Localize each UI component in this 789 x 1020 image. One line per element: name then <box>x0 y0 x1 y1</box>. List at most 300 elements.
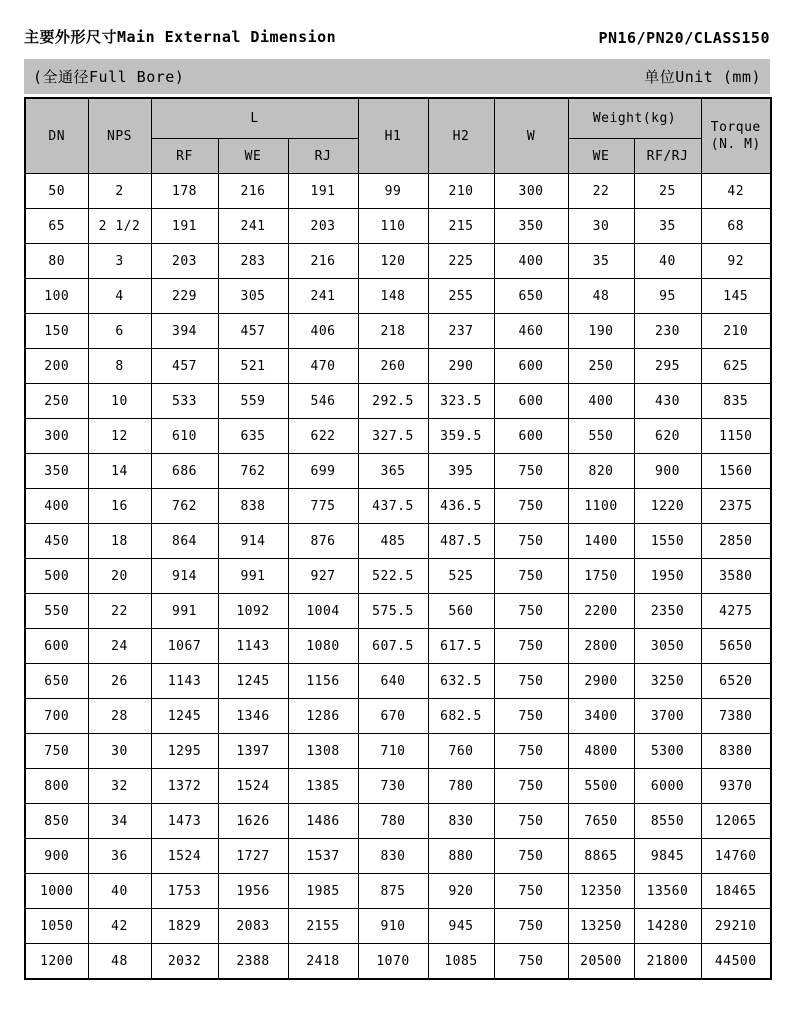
table-cell: 30 <box>568 209 634 244</box>
table-cell: 575.5 <box>358 594 428 629</box>
table-cell: 1150 <box>701 419 771 454</box>
bore-type-label: (全通径Full Bore) <box>33 68 185 86</box>
subtitle-bar <box>24 59 770 94</box>
table-cell: 1286 <box>288 699 358 734</box>
table-cell: 327.5 <box>358 419 428 454</box>
col-header-torque <box>701 98 771 174</box>
table-cell: 750 <box>494 804 568 839</box>
table-row <box>25 489 771 524</box>
table-cell: 635 <box>218 419 288 454</box>
table-cell: 3580 <box>701 559 771 594</box>
table-cell: 32 <box>88 769 151 804</box>
table-cell: 1085 <box>428 944 494 980</box>
table-cell: 1524 <box>218 769 288 804</box>
table-cell: 460 <box>494 314 568 349</box>
table-cell: 622 <box>288 419 358 454</box>
table-cell: 436.5 <box>428 489 494 524</box>
table-cell: 2200 <box>568 594 634 629</box>
page-title: 主要外形尺寸Main External Dimension <box>24 28 337 46</box>
table-cell: 1727 <box>218 839 288 874</box>
table-cell: 830 <box>358 839 428 874</box>
table-cell: 394 <box>151 314 218 349</box>
table-cell: 30 <box>88 734 151 769</box>
table-cell: 99 <box>358 174 428 209</box>
col-header-nps: NPS <box>88 98 151 174</box>
table-cell: 457 <box>218 314 288 349</box>
table-cell: 35 <box>634 209 701 244</box>
table-cell: 1070 <box>358 944 428 980</box>
table-cell: 13250 <box>568 909 634 944</box>
table-cell: 625 <box>701 349 771 384</box>
table-cell: 50 <box>25 174 88 209</box>
col-header-l-we: WE <box>218 139 288 174</box>
table-cell: 546 <box>288 384 358 419</box>
table-cell: 1092 <box>218 594 288 629</box>
col-header-h2: H2 <box>428 98 494 174</box>
table-row <box>25 559 771 594</box>
pressure-class-label: PN16/PN20/CLASS150 <box>598 29 770 47</box>
table-cell: 1143 <box>218 629 288 664</box>
table-cell: 2800 <box>568 629 634 664</box>
table-cell: 1626 <box>218 804 288 839</box>
table-cell: 1473 <box>151 804 218 839</box>
table-cell: 670 <box>358 699 428 734</box>
table-cell: 522.5 <box>358 559 428 594</box>
table-cell: 533 <box>151 384 218 419</box>
table-cell: 25 <box>634 174 701 209</box>
table-body <box>25 174 771 980</box>
table-cell: 838 <box>218 489 288 524</box>
table-cell: 92 <box>701 244 771 279</box>
table-row <box>25 594 771 629</box>
table-cell: 9370 <box>701 769 771 804</box>
table-cell: 8865 <box>568 839 634 874</box>
table-row <box>25 769 771 804</box>
col-header-dn: DN <box>25 98 88 174</box>
table-cell: 13560 <box>634 874 701 909</box>
table-cell: 2900 <box>568 664 634 699</box>
table-cell: 21800 <box>634 944 701 980</box>
table-cell: 850 <box>25 804 88 839</box>
table-cell: 991 <box>151 594 218 629</box>
table-cell: 80 <box>25 244 88 279</box>
table-cell: 300 <box>494 174 568 209</box>
table-cell: 5650 <box>701 629 771 664</box>
table-cell: 24 <box>88 629 151 664</box>
table-row <box>25 874 771 909</box>
table-cell: 650 <box>25 664 88 699</box>
table-cell: 230 <box>634 314 701 349</box>
table-row <box>25 174 771 209</box>
col-header-l-rj: RJ <box>288 139 358 174</box>
table-cell: 550 <box>568 419 634 454</box>
table-cell: 2155 <box>288 909 358 944</box>
table-cell: 760 <box>428 734 494 769</box>
table-cell: 241 <box>218 209 288 244</box>
table-cell: 359.5 <box>428 419 494 454</box>
table-cell: 1400 <box>568 524 634 559</box>
table-cell: 682.5 <box>428 699 494 734</box>
table-cell: 650 <box>494 279 568 314</box>
table-cell: 36 <box>88 839 151 874</box>
table-cell: 525 <box>428 559 494 594</box>
table-cell: 640 <box>358 664 428 699</box>
torque-label-line2: (N. M) <box>710 137 761 152</box>
table-cell: 2083 <box>218 909 288 944</box>
table-cell: 750 <box>494 559 568 594</box>
table-cell: 730 <box>358 769 428 804</box>
table-cell: 295 <box>634 349 701 384</box>
table-cell: 29210 <box>701 909 771 944</box>
table-cell: 34 <box>88 804 151 839</box>
table-cell: 250 <box>568 349 634 384</box>
table-cell: 4 <box>88 279 151 314</box>
table-cell: 14 <box>88 454 151 489</box>
table-cell: 6520 <box>701 664 771 699</box>
table-cell: 10 <box>88 384 151 419</box>
col-header-w: W <box>494 98 568 174</box>
table-row <box>25 699 771 734</box>
table-cell: 1524 <box>151 839 218 874</box>
table-cell: 1486 <box>288 804 358 839</box>
table-cell: 920 <box>428 874 494 909</box>
table-row <box>25 279 771 314</box>
table-cell: 100 <box>25 279 88 314</box>
table-cell: 1372 <box>151 769 218 804</box>
table-cell: 8550 <box>634 804 701 839</box>
table-cell: 470 <box>288 349 358 384</box>
table-cell: 1295 <box>151 734 218 769</box>
table-cell: 8380 <box>701 734 771 769</box>
col-header-l-rf: RF <box>151 139 218 174</box>
table-cell: 1750 <box>568 559 634 594</box>
table-cell: 150 <box>25 314 88 349</box>
table-cell: 18465 <box>701 874 771 909</box>
table-row <box>25 209 771 244</box>
table-cell: 550 <box>25 594 88 629</box>
torque-label-line1: Torque <box>710 120 761 135</box>
table-cell: 8 <box>88 349 151 384</box>
table-cell: 3400 <box>568 699 634 734</box>
table-cell: 800 <box>25 769 88 804</box>
table-cell: 12 <box>88 419 151 454</box>
table-cell: 305 <box>218 279 288 314</box>
table-cell: 237 <box>428 314 494 349</box>
table-cell: 68 <box>701 209 771 244</box>
table-cell: 750 <box>494 909 568 944</box>
table-cell: 7380 <box>701 699 771 734</box>
table-cell: 12065 <box>701 804 771 839</box>
table-cell: 500 <box>25 559 88 594</box>
table-row <box>25 244 771 279</box>
col-header-h1: H1 <box>358 98 428 174</box>
table-cell: 350 <box>25 454 88 489</box>
table-cell: 450 <box>25 524 88 559</box>
table-cell: 40 <box>634 244 701 279</box>
table-row <box>25 349 771 384</box>
table-cell: 1956 <box>218 874 288 909</box>
table-cell: 1537 <box>288 839 358 874</box>
table-row <box>25 839 771 874</box>
table-cell: 1346 <box>218 699 288 734</box>
table-cell: 4275 <box>701 594 771 629</box>
table-cell: 255 <box>428 279 494 314</box>
table-cell: 430 <box>634 384 701 419</box>
table-cell: 820 <box>568 454 634 489</box>
table-cell: 300 <box>25 419 88 454</box>
table-cell: 65 <box>25 209 88 244</box>
table-cell: 750 <box>25 734 88 769</box>
table-cell: 9845 <box>634 839 701 874</box>
table-cell: 203 <box>288 209 358 244</box>
table-cell: 1100 <box>568 489 634 524</box>
table-row <box>25 944 771 980</box>
dimension-table <box>24 97 772 980</box>
table-cell: 218 <box>358 314 428 349</box>
table-cell: 191 <box>288 174 358 209</box>
table-cell: 700 <box>25 699 88 734</box>
table-cell: 6000 <box>634 769 701 804</box>
table-cell: 350 <box>494 209 568 244</box>
table-cell: 914 <box>151 559 218 594</box>
table-cell: 876 <box>288 524 358 559</box>
table-row <box>25 524 771 559</box>
table-cell: 216 <box>218 174 288 209</box>
col-header-l-group: L <box>151 98 358 139</box>
table-row <box>25 804 771 839</box>
table-cell: 750 <box>494 524 568 559</box>
table-cell: 203 <box>151 244 218 279</box>
table-cell: 16 <box>88 489 151 524</box>
table-cell: 699 <box>288 454 358 489</box>
table-cell: 991 <box>218 559 288 594</box>
table-cell: 600 <box>494 419 568 454</box>
table-cell: 750 <box>494 594 568 629</box>
table-cell: 710 <box>358 734 428 769</box>
table-cell: 1753 <box>151 874 218 909</box>
table-cell: 559 <box>218 384 288 419</box>
table-cell: 178 <box>151 174 218 209</box>
table-cell: 1308 <box>288 734 358 769</box>
table-row <box>25 454 771 489</box>
table-cell: 632.5 <box>428 664 494 699</box>
table-cell: 406 <box>288 314 358 349</box>
table-cell: 560 <box>428 594 494 629</box>
table-cell: 600 <box>494 349 568 384</box>
table-cell: 900 <box>25 839 88 874</box>
col-header-weight-we: WE <box>568 139 634 174</box>
table-cell: 521 <box>218 349 288 384</box>
table-cell: 42 <box>701 174 771 209</box>
table-cell: 2 <box>88 174 151 209</box>
table-cell: 210 <box>701 314 771 349</box>
table-cell: 750 <box>494 489 568 524</box>
table-cell: 3700 <box>634 699 701 734</box>
table-cell: 40 <box>88 874 151 909</box>
table-cell: 44500 <box>701 944 771 980</box>
table-row <box>25 419 771 454</box>
table-cell: 48 <box>88 944 151 980</box>
table-cell: 750 <box>494 454 568 489</box>
col-header-weight-rfrj: RF/RJ <box>634 139 701 174</box>
table-cell: 1245 <box>151 699 218 734</box>
table-cell: 1050 <box>25 909 88 944</box>
table-cell: 762 <box>151 489 218 524</box>
table-cell: 400 <box>568 384 634 419</box>
table-row <box>25 384 771 419</box>
table-cell: 1550 <box>634 524 701 559</box>
table-cell: 20 <box>88 559 151 594</box>
table-cell: 290 <box>428 349 494 384</box>
table-row <box>25 734 771 769</box>
table-cell: 95 <box>634 279 701 314</box>
table-row <box>25 629 771 664</box>
col-header-weight-group: Weight(kg) <box>568 98 701 139</box>
table-cell: 2 1/2 <box>88 209 151 244</box>
table-cell: 914 <box>218 524 288 559</box>
table-cell: 750 <box>494 699 568 734</box>
table-cell: 190 <box>568 314 634 349</box>
table-cell: 1950 <box>634 559 701 594</box>
table-cell: 617.5 <box>428 629 494 664</box>
table-cell: 48 <box>568 279 634 314</box>
table-cell: 750 <box>494 664 568 699</box>
table-cell: 22 <box>88 594 151 629</box>
table-cell: 1560 <box>701 454 771 489</box>
table-cell: 2350 <box>634 594 701 629</box>
table-cell: 750 <box>494 769 568 804</box>
table-cell: 620 <box>634 419 701 454</box>
table-cell: 2418 <box>288 944 358 980</box>
title-bar <box>24 26 770 47</box>
table-cell: 210 <box>428 174 494 209</box>
table-header <box>25 98 771 174</box>
table-cell: 927 <box>288 559 358 594</box>
table-cell: 1000 <box>25 874 88 909</box>
table-cell: 229 <box>151 279 218 314</box>
table-cell: 395 <box>428 454 494 489</box>
table-cell: 457 <box>151 349 218 384</box>
table-cell: 292.5 <box>358 384 428 419</box>
table-cell: 22 <box>568 174 634 209</box>
table-cell: 1080 <box>288 629 358 664</box>
table-cell: 780 <box>358 804 428 839</box>
table-cell: 487.5 <box>428 524 494 559</box>
table-cell: 1220 <box>634 489 701 524</box>
table-cell: 400 <box>25 489 88 524</box>
table-row <box>25 909 771 944</box>
table-cell: 1397 <box>218 734 288 769</box>
table-cell: 20500 <box>568 944 634 980</box>
table-cell: 215 <box>428 209 494 244</box>
table-cell: 1200 <box>25 944 88 980</box>
table-cell: 26 <box>88 664 151 699</box>
table-cell: 1985 <box>288 874 358 909</box>
table-row <box>25 664 771 699</box>
table-cell: 1004 <box>288 594 358 629</box>
table-cell: 3050 <box>634 629 701 664</box>
table-cell: 600 <box>25 629 88 664</box>
table-cell: 1385 <box>288 769 358 804</box>
table-cell: 864 <box>151 524 218 559</box>
table-cell: 250 <box>25 384 88 419</box>
table-cell: 686 <box>151 454 218 489</box>
table-cell: 18 <box>88 524 151 559</box>
table-cell: 145 <box>701 279 771 314</box>
table-cell: 1829 <box>151 909 218 944</box>
table-cell: 1143 <box>151 664 218 699</box>
table-cell: 750 <box>494 734 568 769</box>
table-cell: 750 <box>494 839 568 874</box>
table-cell: 200 <box>25 349 88 384</box>
table-cell: 400 <box>494 244 568 279</box>
table-cell: 3 <box>88 244 151 279</box>
table-cell: 750 <box>494 629 568 664</box>
table-cell: 900 <box>634 454 701 489</box>
unit-label: 单位Unit (mm) <box>644 68 761 86</box>
table-cell: 5300 <box>634 734 701 769</box>
table-cell: 283 <box>218 244 288 279</box>
table-cell: 485 <box>358 524 428 559</box>
table-cell: 1156 <box>288 664 358 699</box>
table-cell: 2388 <box>218 944 288 980</box>
table-cell: 910 <box>358 909 428 944</box>
table-cell: 437.5 <box>358 489 428 524</box>
table-cell: 241 <box>288 279 358 314</box>
table-row <box>25 314 771 349</box>
table-cell: 191 <box>151 209 218 244</box>
table-cell: 775 <box>288 489 358 524</box>
table-cell: 110 <box>358 209 428 244</box>
table-cell: 28 <box>88 699 151 734</box>
table-cell: 1245 <box>218 664 288 699</box>
table-cell: 945 <box>428 909 494 944</box>
table-cell: 7650 <box>568 804 634 839</box>
table-cell: 750 <box>494 874 568 909</box>
table-cell: 750 <box>494 944 568 980</box>
table-cell: 216 <box>288 244 358 279</box>
table-cell: 42 <box>88 909 151 944</box>
table-cell: 323.5 <box>428 384 494 419</box>
table-cell: 260 <box>358 349 428 384</box>
table-cell: 2375 <box>701 489 771 524</box>
table-cell: 880 <box>428 839 494 874</box>
table-cell: 3250 <box>634 664 701 699</box>
table-cell: 2850 <box>701 524 771 559</box>
table-cell: 1067 <box>151 629 218 664</box>
header-row-groups <box>25 98 771 139</box>
table-cell: 120 <box>358 244 428 279</box>
table-cell: 610 <box>151 419 218 454</box>
table-cell: 225 <box>428 244 494 279</box>
table-cell: 14760 <box>701 839 771 874</box>
table-cell: 6 <box>88 314 151 349</box>
table-cell: 607.5 <box>358 629 428 664</box>
table-cell: 600 <box>494 384 568 419</box>
table-cell: 5500 <box>568 769 634 804</box>
table-cell: 12350 <box>568 874 634 909</box>
table-cell: 148 <box>358 279 428 314</box>
table-cell: 4800 <box>568 734 634 769</box>
table-cell: 780 <box>428 769 494 804</box>
table-cell: 2032 <box>151 944 218 980</box>
table-cell: 830 <box>428 804 494 839</box>
table-cell: 835 <box>701 384 771 419</box>
table-cell: 14280 <box>634 909 701 944</box>
table-cell: 762 <box>218 454 288 489</box>
table-cell: 35 <box>568 244 634 279</box>
table-cell: 875 <box>358 874 428 909</box>
